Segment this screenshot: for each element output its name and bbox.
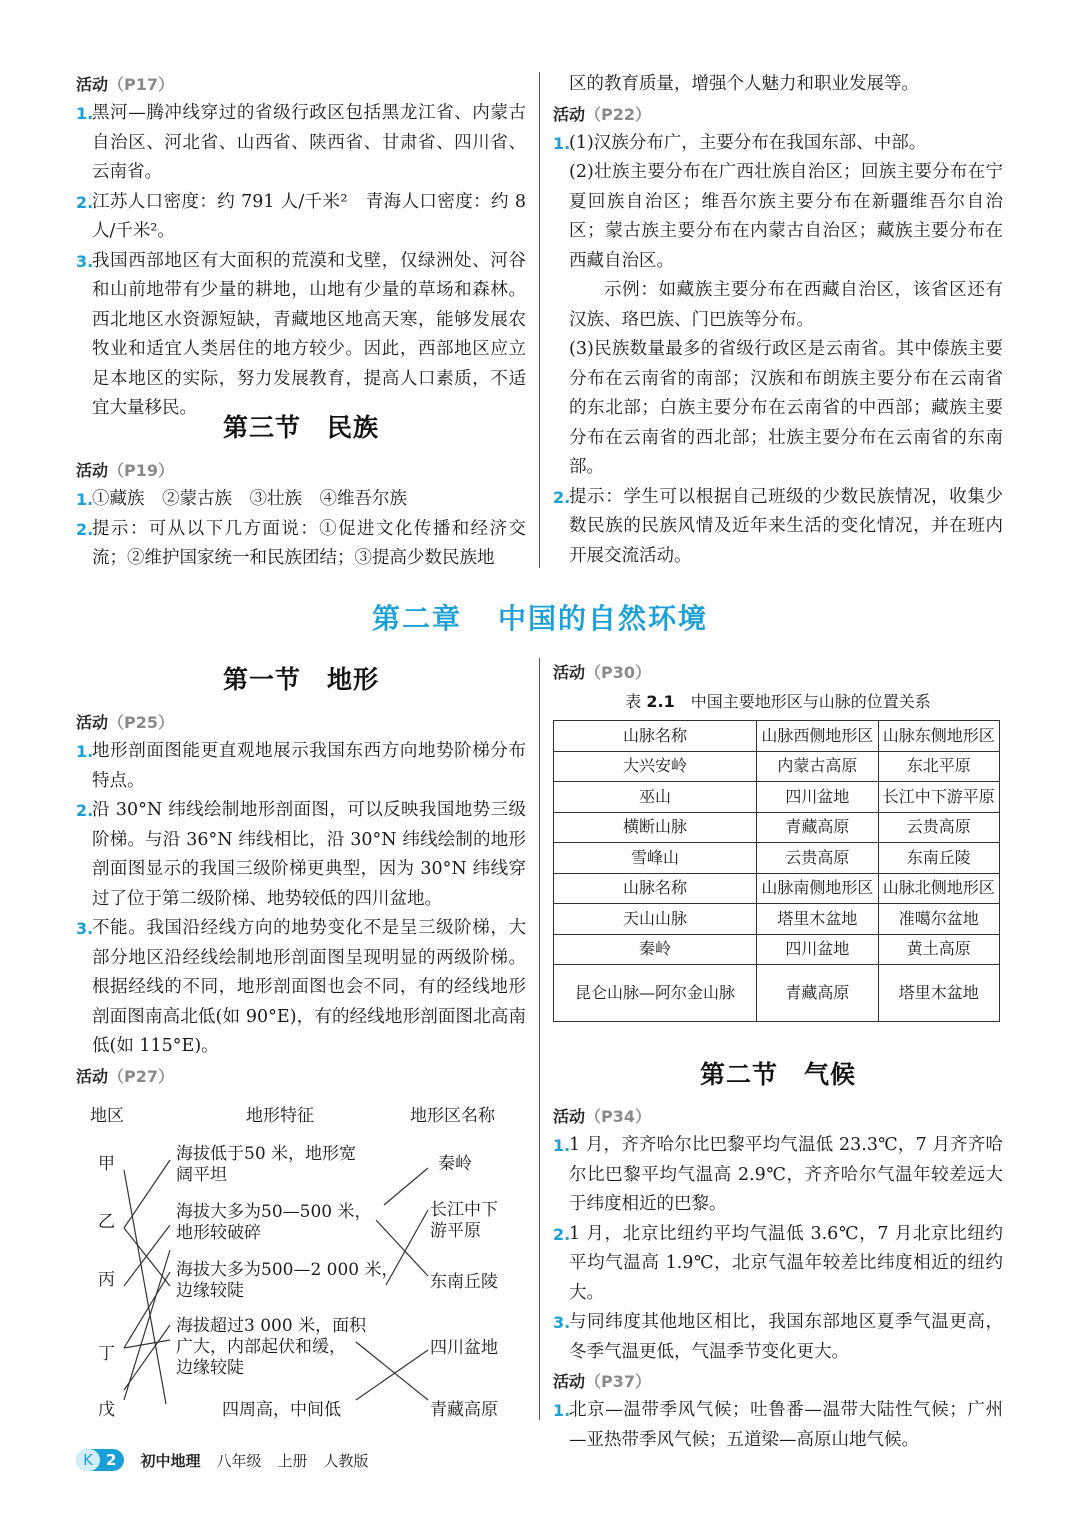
match-line	[124, 1340, 170, 1348]
column-divider-bottom	[539, 658, 540, 1420]
left-top-column-2	[76, 456, 526, 574]
table-cell: 山脉西侧地形区	[757, 721, 878, 752]
answer-item: 1. 黑河—腾冲线穿过的省级行政区包括黑龙江省、内蒙古自治区、河北省、山西省、陕西省、甘肃省、四川省、云南省。	[76, 103, 526, 182]
continued-text: 区的教育质量，增强个人魅力和职业发展等。	[569, 74, 919, 94]
activity-heading: 活动（P27）	[76, 1066, 175, 1086]
answer-item: 2. 1 月，北京比纽约平均气温低 3.6℃，7 月北京比纽约平均气温高 1.9℃，北京气温年较差比纬度相近的纽约大。	[553, 1223, 1003, 1303]
table-cell: 内蒙古高原	[757, 751, 878, 782]
match-line	[124, 1170, 166, 1404]
answer-item: 1. ①藏族 ②蒙古族 ③壮族 ④维吾尔族	[76, 489, 407, 509]
region-ding: 丁	[98, 1344, 115, 1364]
table-cell: 长江中下游平原	[878, 782, 999, 813]
table-cell: 青藏高原	[757, 812, 878, 843]
table-cell: 塔里木盆地	[878, 965, 999, 1022]
section-title-terrain: 第一节 地形	[222, 665, 380, 694]
activity-heading: 活动（P30）	[553, 663, 652, 682]
table-cell: 山脉南侧地形区	[757, 873, 878, 904]
name-changjiang: 长江中下 游平原	[430, 1200, 498, 1241]
answer-item: 2. 提示：可从以下几方面说：①促进文化传播和经济交流；②维护国家统一和民族团结；③提高少数民族地	[76, 518, 526, 568]
name-qinling: 秦岭	[438, 1154, 472, 1174]
table-row	[554, 812, 1000, 843]
feature-4: 海拔超过3 000 米，面积 广大，内部起伏和缓， 边缘较陡	[176, 1316, 367, 1378]
table-cell: 雪峰山	[554, 843, 757, 874]
match-line	[124, 1160, 170, 1228]
table-cell: 山脉东侧地形区	[878, 721, 999, 752]
table-cell: 秦岭	[554, 934, 757, 965]
table-row	[554, 965, 1000, 1022]
table-row	[554, 873, 1000, 904]
left-top-column	[76, 70, 526, 424]
match-line	[124, 1272, 170, 1348]
activity-heading: 活动（P34）	[553, 1107, 652, 1126]
activity-heading: 活动（P37）	[553, 1372, 652, 1391]
table-cell: 昆仑山脉—阿尔金山脉	[554, 965, 757, 1022]
feature-5: 四周高，中间低	[222, 1400, 341, 1420]
feature-1: 海拔低于50 米，地形宽 阔平坦	[176, 1144, 357, 1185]
table-cell: 准噶尔盆地	[878, 904, 999, 935]
match-line	[124, 1250, 170, 1400]
table-cell: 青藏高原	[757, 965, 878, 1022]
feature-3: 海拔大多为500—2 000 米， 边缘较陡	[176, 1260, 399, 1301]
match-line	[384, 1168, 428, 1205]
table-cell: 山脉名称	[554, 873, 757, 904]
answer-item: 1. 北京—温带季风气候；吐鲁番—温带大陆性气候；广州—亚热带季风气候；五道梁—高原山地气候。	[553, 1400, 1003, 1450]
k-logo-icon: K	[76, 1449, 100, 1471]
section-title-ethnic: 第三节 民族	[222, 413, 380, 442]
table-cell: 横断山脉	[554, 812, 757, 843]
feature-2: 海拔大多为50—500 米， 地形较破碎	[176, 1202, 372, 1243]
table-row	[554, 934, 1000, 965]
table-cell: 四川盆地	[757, 782, 878, 813]
region-bing: 丙	[98, 1270, 115, 1290]
matching-diagram	[76, 1100, 526, 1430]
answer-item: 3. 不能。我国沿经线方向的地势变化不是呈三级阶梯，大部分地区沿经线绘制地形剖面图呈现明显的两级阶梯。根据经线的不同，地形剖面图也会不同，有的经线地形剖面图南高北低(如 90°E)，有的经线地形剖面图北高南低(如 115°E)。	[76, 918, 526, 1056]
table-cell: 云贵高原	[878, 812, 999, 843]
footer-edition: 人教版	[323, 1451, 369, 1470]
right-bottom-column-2	[553, 1102, 1003, 1455]
answer-item: 2. 提示：学生可以根据自己班级的少数民族情况，收集少数民族的民族风情及近年来生活的变化情况，并在班内开展交流活动。	[553, 486, 1003, 566]
table-caption: 表 2.1 中国主要地形区与山脉的位置关系	[625, 692, 931, 711]
table-cell: 东南丘陵	[878, 843, 999, 874]
chapter-title: 第二章 中国的自然环境	[371, 602, 709, 635]
footer-grade: 八年级	[216, 1451, 262, 1470]
name-southeast-hills: 东南丘陵	[430, 1272, 498, 1292]
right-bottom-column	[553, 658, 1003, 1022]
name-sichuan-basin: 四川盆地	[430, 1338, 498, 1358]
match-line	[356, 1350, 428, 1400]
page-badge: K 2	[76, 1449, 124, 1471]
diagram-header-name: 地形区名称	[410, 1106, 495, 1126]
answer-item: 2. 沿 30°N 纬线绘制地形剖面图，可以反映我国地势三级阶梯。与沿 36°N 纬线相比，沿 30°N 纬线绘制的地形剖面图显示的我国三级阶梯更典型，因为 30°N 纬线穿过了位于第二级阶梯、地势较低的四川盆地。	[76, 800, 526, 909]
page-footer	[76, 1448, 369, 1472]
table-cell: 四川盆地	[757, 934, 878, 965]
answer-item: 3. 我国西部地区有大面积的荒漠和戈壁，仅绿洲处、河谷和山前地带有少量的耕地，山地有少量的草场和森林。西北地区水资源短缺，青藏地区地高天寒，能够发展农牧业和适宜人类居住的地方较少。因此，西部地区应立足本地区的实际，努力发展教育，提高人口素质，不适宜大量移民。	[76, 250, 526, 418]
right-top-column	[553, 70, 1003, 571]
activity-heading: 活动（P17）	[76, 75, 175, 94]
table-cell: 云贵高原	[757, 843, 878, 874]
column-divider-top	[539, 72, 540, 568]
region-wu: 戊	[98, 1400, 115, 1420]
table-cell: 巫山	[554, 782, 757, 813]
section-title-climate: 第二节 气候	[699, 1060, 857, 1089]
activity-heading: 活动（P22）	[553, 104, 652, 124]
activity-heading: 活动（P19）	[76, 461, 175, 480]
table-row	[554, 751, 1000, 782]
table-cell: 黄土高原	[878, 934, 999, 965]
match-line	[356, 1342, 428, 1400]
table-row	[554, 721, 1000, 752]
table-cell: 东北平原	[878, 751, 999, 782]
table-row	[554, 782, 1000, 813]
activity-heading: 活动（P25）	[76, 713, 175, 732]
region-jia: 甲	[98, 1154, 115, 1174]
name-qinghai-tibet: 青藏高原	[430, 1400, 498, 1420]
table-cell: 塔里木盆地	[757, 904, 878, 935]
answer-item: 2. 江苏人口密度：约 791 人/千米² 青海人口密度：约 8 人/千米²。	[76, 191, 526, 241]
table-cell: 天山山脉	[554, 904, 757, 935]
answer-item: 1. 1 月，齐齐哈尔比巴黎平均气温低 23.3℃，7 月齐齐哈尔比巴黎平均气温高 2.9℃，齐齐哈尔气温年较差远大于纬度相近的巴黎。	[553, 1135, 1003, 1214]
answer-item: 1. 地形剖面图能更直观地展示我国东西方向地势阶梯分布特点。	[76, 741, 526, 791]
table-row	[554, 904, 1000, 935]
table-cell: 山脉名称	[554, 721, 757, 752]
diagram-header-feature: 地形特征	[246, 1106, 314, 1126]
left-bottom-column	[76, 708, 526, 1091]
table-cell: 山脉北侧地形区	[878, 873, 999, 904]
mountain-terrain-table	[553, 720, 1000, 1022]
answer-item: 3. 与同纬度其他地区相比，我国东部地区夏季气温更高，冬季气温更低，气温季节变化更大。	[553, 1312, 1003, 1362]
footer-volume: 上册	[277, 1451, 308, 1470]
table-cell: 大兴安岭	[554, 751, 757, 782]
table-row	[554, 843, 1000, 874]
region-yi: 乙	[98, 1212, 115, 1232]
footer-subject: 初中地理	[140, 1451, 201, 1470]
diagram-header-region: 地区	[90, 1106, 124, 1126]
match-line	[124, 1325, 170, 1390]
answer-item: 1. (1)汉族分布广，主要分布在我国东部、中部。 (2)壮族主要分布在广西壮族自治区；回族主要分布在宁夏回族自治区；维吾尔族主要分布在新疆维吾尔自治区；蒙古族主要分布在内蒙古自治区；藏族主要分布在西藏自治区。 示例：如藏族主要分布在西藏自治区，该省区还有汉族、珞巴族、门巴族等分布。 (3)民族数量最多的省级行政区是云南省。其中傣族主要分布在云南省的南部；汉族和布朗族主要分布在云南省的东北部；白族主要分布在云南省的中西部；藏族主要分布在云南省的西北部；壮族主要分布在云南省的东南部。	[553, 132, 1003, 477]
